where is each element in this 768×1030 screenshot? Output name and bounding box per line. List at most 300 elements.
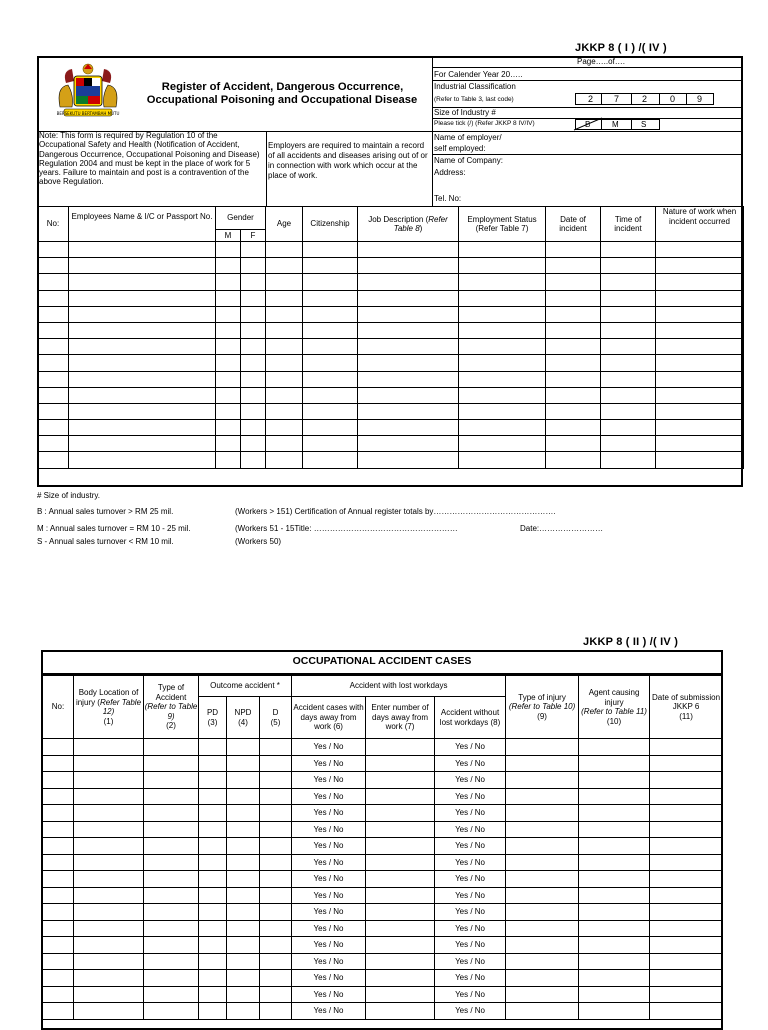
table-cell[interactable] — [266, 452, 303, 468]
yes-no-cell[interactable]: Yes / No — [292, 937, 366, 954]
table-cell[interactable] — [506, 854, 579, 871]
table-cell[interactable] — [506, 920, 579, 937]
table-cell[interactable] — [358, 355, 459, 371]
table-cell[interactable] — [43, 1003, 74, 1020]
table-cell[interactable] — [266, 403, 303, 419]
table-cell[interactable] — [69, 436, 216, 452]
table-cell[interactable] — [366, 772, 435, 789]
table-cell[interactable] — [227, 1003, 260, 1020]
yes-no-cell[interactable]: Yes / No — [435, 970, 506, 987]
table-cell[interactable] — [656, 452, 744, 468]
table-cell[interactable] — [459, 387, 546, 403]
table-cell[interactable] — [38, 258, 69, 274]
table-cell[interactable] — [227, 772, 260, 789]
table-cell[interactable] — [260, 805, 292, 822]
table-cell[interactable] — [303, 274, 358, 290]
table-cell[interactable] — [459, 355, 546, 371]
table-cell[interactable] — [506, 970, 579, 987]
table-cell[interactable] — [266, 290, 303, 306]
table-cell[interactable] — [506, 871, 579, 888]
table-cell[interactable] — [366, 937, 435, 954]
table-cell[interactable] — [199, 871, 227, 888]
table-cell[interactable] — [656, 436, 744, 452]
table-cell[interactable] — [241, 274, 266, 290]
yes-no-cell[interactable]: Yes / No — [435, 887, 506, 904]
table-cell[interactable] — [358, 387, 459, 403]
table-cell[interactable] — [358, 258, 459, 274]
table-cell[interactable] — [459, 306, 546, 322]
table-cell[interactable] — [366, 821, 435, 838]
table-cell[interactable] — [650, 854, 723, 871]
yes-no-cell[interactable]: Yes / No — [435, 1003, 506, 1020]
table-cell[interactable] — [216, 290, 241, 306]
yes-no-cell[interactable]: Yes / No — [435, 772, 506, 789]
table-cell[interactable] — [601, 403, 656, 419]
yes-no-cell[interactable]: Yes / No — [435, 871, 506, 888]
yes-no-cell[interactable]: Yes / No — [292, 871, 366, 888]
table-cell[interactable] — [43, 937, 74, 954]
yes-no-cell[interactable]: Yes / No — [292, 1003, 366, 1020]
table-cell[interactable] — [199, 1003, 227, 1020]
table-cell[interactable] — [144, 937, 199, 954]
table-cell[interactable] — [650, 755, 723, 772]
table-cell[interactable] — [601, 322, 656, 338]
table-cell[interactable] — [650, 739, 723, 756]
table-cell[interactable] — [199, 755, 227, 772]
table-cell[interactable] — [366, 805, 435, 822]
table-cell[interactable] — [656, 290, 744, 306]
table-cell[interactable] — [241, 242, 266, 258]
table-cell[interactable] — [43, 970, 74, 987]
table-cell[interactable] — [199, 772, 227, 789]
table-cell[interactable] — [358, 290, 459, 306]
table-cell[interactable] — [260, 755, 292, 772]
table-cell[interactable] — [650, 970, 723, 987]
table-cell[interactable] — [656, 242, 744, 258]
table-cell[interactable] — [74, 821, 144, 838]
table-cell[interactable] — [366, 920, 435, 937]
table-cell[interactable] — [266, 436, 303, 452]
table-cell[interactable] — [43, 772, 74, 789]
table-cell[interactable] — [303, 436, 358, 452]
table-cell[interactable] — [241, 322, 266, 338]
table-cell[interactable] — [366, 953, 435, 970]
table-cell[interactable] — [656, 274, 744, 290]
table-cell[interactable] — [74, 854, 144, 871]
table-cell[interactable] — [650, 805, 723, 822]
yes-no-cell[interactable]: Yes / No — [292, 788, 366, 805]
table-cell[interactable] — [459, 420, 546, 436]
table-cell[interactable] — [216, 420, 241, 436]
table-cell[interactable] — [579, 838, 650, 855]
table-cell[interactable] — [216, 436, 241, 452]
table-cell[interactable] — [656, 387, 744, 403]
yes-no-cell[interactable]: Yes / No — [435, 854, 506, 871]
table-cell[interactable] — [260, 953, 292, 970]
table-cell[interactable] — [601, 274, 656, 290]
table-cell[interactable] — [144, 1003, 199, 1020]
table-cell[interactable] — [43, 887, 74, 904]
table-cell[interactable] — [506, 887, 579, 904]
table-cell[interactable] — [546, 387, 601, 403]
table-cell[interactable] — [216, 355, 241, 371]
table-cell[interactable] — [199, 805, 227, 822]
table-cell[interactable] — [227, 755, 260, 772]
table-cell[interactable] — [216, 274, 241, 290]
table-cell[interactable] — [656, 420, 744, 436]
table-cell[interactable] — [144, 986, 199, 1003]
table-cell[interactable] — [43, 986, 74, 1003]
table-cell[interactable] — [38, 274, 69, 290]
table-cell[interactable] — [43, 871, 74, 888]
table-cell[interactable] — [74, 772, 144, 789]
table-cell[interactable] — [656, 258, 744, 274]
table-cell[interactable] — [601, 306, 656, 322]
table-cell[interactable] — [459, 371, 546, 387]
table-cell[interactable] — [506, 821, 579, 838]
table-cell[interactable] — [38, 339, 69, 355]
table-cell[interactable] — [74, 838, 144, 855]
table-cell[interactable] — [656, 403, 744, 419]
table-cell[interactable] — [459, 274, 546, 290]
table-cell[interactable] — [260, 739, 292, 756]
table-cell[interactable] — [43, 739, 74, 756]
table-cell[interactable] — [506, 805, 579, 822]
table-cell[interactable] — [303, 322, 358, 338]
table-cell[interactable] — [144, 821, 199, 838]
table-cell[interactable] — [74, 805, 144, 822]
table-cell[interactable] — [546, 355, 601, 371]
table-cell[interactable] — [74, 871, 144, 888]
table-cell[interactable] — [650, 1003, 723, 1020]
yes-no-cell[interactable]: Yes / No — [435, 739, 506, 756]
table-cell[interactable] — [144, 755, 199, 772]
table-cell[interactable] — [144, 805, 199, 822]
table-cell[interactable] — [199, 821, 227, 838]
table-cell[interactable] — [43, 920, 74, 937]
table-cell[interactable] — [227, 739, 260, 756]
table-cell[interactable] — [260, 937, 292, 954]
table-cell[interactable] — [358, 242, 459, 258]
table-cell[interactable] — [303, 452, 358, 468]
yes-no-cell[interactable]: Yes / No — [292, 887, 366, 904]
table-cell[interactable] — [579, 920, 650, 937]
table-cell[interactable] — [303, 339, 358, 355]
table-cell[interactable] — [69, 452, 216, 468]
table-cell[interactable] — [656, 306, 744, 322]
table-cell[interactable] — [260, 986, 292, 1003]
table-cell[interactable] — [43, 838, 74, 855]
table-cell[interactable] — [69, 242, 216, 258]
table-cell[interactable] — [38, 290, 69, 306]
yes-no-cell[interactable]: Yes / No — [292, 970, 366, 987]
yes-no-cell[interactable]: Yes / No — [435, 788, 506, 805]
table-cell[interactable] — [43, 788, 74, 805]
table-cell[interactable] — [579, 986, 650, 1003]
table-cell[interactable] — [650, 953, 723, 970]
yes-no-cell[interactable]: Yes / No — [435, 755, 506, 772]
table-cell[interactable] — [358, 322, 459, 338]
table-cell[interactable] — [266, 371, 303, 387]
table-cell[interactable] — [650, 937, 723, 954]
table-cell[interactable] — [303, 371, 358, 387]
table-cell[interactable] — [43, 821, 74, 838]
table-cell[interactable] — [358, 306, 459, 322]
table-cell[interactable] — [199, 937, 227, 954]
table-cell[interactable] — [260, 838, 292, 855]
table-cell[interactable] — [358, 436, 459, 452]
yes-no-cell[interactable]: Yes / No — [292, 805, 366, 822]
table-cell[interactable] — [366, 904, 435, 921]
table-cell[interactable] — [601, 387, 656, 403]
table-cell[interactable] — [227, 788, 260, 805]
table-cell[interactable] — [459, 436, 546, 452]
table-cell[interactable] — [601, 452, 656, 468]
table-cell[interactable] — [144, 970, 199, 987]
table-cell[interactable] — [366, 854, 435, 871]
table-cell[interactable] — [199, 970, 227, 987]
yes-no-cell[interactable]: Yes / No — [292, 904, 366, 921]
table-cell[interactable] — [260, 871, 292, 888]
table-cell[interactable] — [303, 387, 358, 403]
yes-no-cell[interactable]: Yes / No — [292, 953, 366, 970]
table-cell[interactable] — [546, 403, 601, 419]
table-cell[interactable] — [227, 854, 260, 871]
table-cell[interactable] — [650, 904, 723, 921]
table-cell[interactable] — [227, 838, 260, 855]
table-cell[interactable] — [459, 258, 546, 274]
table-cell[interactable] — [38, 403, 69, 419]
table-cell[interactable] — [69, 355, 216, 371]
table-cell[interactable] — [358, 420, 459, 436]
table-cell[interactable] — [74, 986, 144, 1003]
table-cell[interactable] — [144, 887, 199, 904]
table-cell[interactable] — [216, 242, 241, 258]
table-cell[interactable] — [358, 339, 459, 355]
table-cell[interactable] — [506, 937, 579, 954]
yes-no-cell[interactable]: Yes / No — [435, 838, 506, 855]
table-cell[interactable] — [199, 920, 227, 937]
table-cell[interactable] — [38, 420, 69, 436]
table-cell[interactable] — [199, 739, 227, 756]
table-cell[interactable] — [656, 322, 744, 338]
table-cell[interactable] — [650, 871, 723, 888]
table-cell[interactable] — [38, 387, 69, 403]
table-cell[interactable] — [74, 937, 144, 954]
table-cell[interactable] — [266, 355, 303, 371]
table-cell[interactable] — [38, 371, 69, 387]
table-cell[interactable] — [38, 306, 69, 322]
table-cell[interactable] — [260, 904, 292, 921]
table-cell[interactable] — [241, 436, 266, 452]
table-cell[interactable] — [69, 339, 216, 355]
table-cell[interactable] — [579, 953, 650, 970]
table-cell[interactable] — [260, 970, 292, 987]
table-cell[interactable] — [546, 339, 601, 355]
yes-no-cell[interactable]: Yes / No — [435, 953, 506, 970]
table-cell[interactable] — [241, 452, 266, 468]
table-cell[interactable] — [69, 306, 216, 322]
table-cell[interactable] — [656, 339, 744, 355]
table-cell[interactable] — [601, 339, 656, 355]
table-cell[interactable] — [303, 403, 358, 419]
table-cell[interactable] — [650, 986, 723, 1003]
yes-no-cell[interactable]: Yes / No — [292, 920, 366, 937]
table-cell[interactable] — [366, 871, 435, 888]
table-cell[interactable] — [650, 772, 723, 789]
table-cell[interactable] — [227, 986, 260, 1003]
table-cell[interactable] — [266, 387, 303, 403]
table-cell[interactable] — [38, 436, 69, 452]
table-cell[interactable] — [43, 904, 74, 921]
table-cell[interactable] — [199, 854, 227, 871]
table-cell[interactable] — [459, 339, 546, 355]
table-cell[interactable] — [506, 772, 579, 789]
table-cell[interactable] — [69, 403, 216, 419]
table-cell[interactable] — [199, 904, 227, 921]
table-cell[interactable] — [366, 970, 435, 987]
table-cell[interactable] — [366, 739, 435, 756]
table-cell[interactable] — [656, 371, 744, 387]
table-cell[interactable] — [74, 739, 144, 756]
table-cell[interactable] — [216, 306, 241, 322]
table-cell[interactable] — [579, 904, 650, 921]
table-cell[interactable] — [216, 452, 241, 468]
table-cell[interactable] — [650, 887, 723, 904]
table-cell[interactable] — [601, 436, 656, 452]
table-cell[interactable] — [601, 420, 656, 436]
table-cell[interactable] — [144, 788, 199, 805]
table-cell[interactable] — [144, 838, 199, 855]
table-cell[interactable] — [241, 306, 266, 322]
table-cell[interactable] — [546, 452, 601, 468]
table-cell[interactable] — [506, 953, 579, 970]
table-cell[interactable] — [266, 258, 303, 274]
table-cell[interactable] — [650, 838, 723, 855]
table-cell[interactable] — [227, 887, 260, 904]
table-cell[interactable] — [366, 838, 435, 855]
table-cell[interactable] — [506, 986, 579, 1003]
table-cell[interactable] — [579, 805, 650, 822]
table-cell[interactable] — [546, 290, 601, 306]
table-cell[interactable] — [216, 387, 241, 403]
yes-no-cell[interactable]: Yes / No — [435, 937, 506, 954]
table-cell[interactable] — [358, 371, 459, 387]
table-cell[interactable] — [227, 904, 260, 921]
table-cell[interactable] — [366, 755, 435, 772]
table-cell[interactable] — [650, 788, 723, 805]
table-cell[interactable] — [216, 339, 241, 355]
yes-no-cell[interactable]: Yes / No — [292, 986, 366, 1003]
table-cell[interactable] — [241, 371, 266, 387]
table-cell[interactable] — [506, 755, 579, 772]
table-cell[interactable] — [74, 788, 144, 805]
table-cell[interactable] — [546, 371, 601, 387]
table-cell[interactable] — [38, 242, 69, 258]
table-cell[interactable] — [601, 258, 656, 274]
yes-no-cell[interactable]: Yes / No — [435, 904, 506, 921]
table-cell[interactable] — [144, 772, 199, 789]
table-cell[interactable] — [43, 854, 74, 871]
table-cell[interactable] — [579, 772, 650, 789]
table-cell[interactable] — [43, 755, 74, 772]
yes-no-cell[interactable]: Yes / No — [292, 755, 366, 772]
table-cell[interactable] — [260, 920, 292, 937]
table-cell[interactable] — [506, 788, 579, 805]
table-cell[interactable] — [74, 755, 144, 772]
table-cell[interactable] — [579, 970, 650, 987]
table-cell[interactable] — [216, 371, 241, 387]
table-cell[interactable] — [303, 355, 358, 371]
table-cell[interactable] — [601, 242, 656, 258]
table-cell[interactable] — [546, 274, 601, 290]
table-cell[interactable] — [69, 387, 216, 403]
table-cell[interactable] — [366, 1003, 435, 1020]
table-cell[interactable] — [358, 274, 459, 290]
table-cell[interactable] — [459, 322, 546, 338]
table-cell[interactable] — [506, 904, 579, 921]
table-cell[interactable] — [199, 838, 227, 855]
table-cell[interactable] — [266, 322, 303, 338]
table-cell[interactable] — [459, 452, 546, 468]
yes-no-cell[interactable]: Yes / No — [292, 772, 366, 789]
table-cell[interactable] — [546, 420, 601, 436]
yes-no-cell[interactable]: Yes / No — [292, 739, 366, 756]
table-cell[interactable] — [579, 1003, 650, 1020]
table-cell[interactable] — [241, 258, 266, 274]
table-cell[interactable] — [216, 403, 241, 419]
table-cell[interactable] — [601, 371, 656, 387]
table-cell[interactable] — [266, 339, 303, 355]
table-cell[interactable] — [144, 854, 199, 871]
table-cell[interactable] — [579, 755, 650, 772]
yes-no-cell[interactable]: Yes / No — [435, 986, 506, 1003]
table-cell[interactable] — [74, 887, 144, 904]
table-cell[interactable] — [227, 970, 260, 987]
table-cell[interactable] — [38, 322, 69, 338]
table-cell[interactable] — [366, 887, 435, 904]
table-cell[interactable] — [260, 1003, 292, 1020]
table-cell[interactable] — [38, 452, 69, 468]
table-cell[interactable] — [366, 986, 435, 1003]
table-cell[interactable] — [43, 953, 74, 970]
table-cell[interactable] — [199, 953, 227, 970]
table-cell[interactable] — [241, 420, 266, 436]
table-cell[interactable] — [303, 420, 358, 436]
table-cell[interactable] — [266, 306, 303, 322]
table-cell[interactable] — [227, 821, 260, 838]
table-cell[interactable] — [227, 920, 260, 937]
table-cell[interactable] — [506, 838, 579, 855]
yes-no-cell[interactable]: Yes / No — [292, 838, 366, 855]
table-cell[interactable] — [506, 739, 579, 756]
table-cell[interactable] — [144, 920, 199, 937]
table-cell[interactable] — [74, 1003, 144, 1020]
table-cell[interactable] — [546, 242, 601, 258]
yes-no-cell[interactable]: Yes / No — [292, 821, 366, 838]
table-cell[interactable] — [546, 436, 601, 452]
table-cell[interactable] — [69, 290, 216, 306]
table-cell[interactable] — [227, 937, 260, 954]
table-cell[interactable] — [366, 788, 435, 805]
table-cell[interactable] — [546, 322, 601, 338]
table-cell[interactable] — [260, 887, 292, 904]
table-cell[interactable] — [227, 805, 260, 822]
yes-no-cell[interactable]: Yes / No — [435, 920, 506, 937]
table-cell[interactable] — [601, 355, 656, 371]
table-cell[interactable] — [579, 937, 650, 954]
table-cell[interactable] — [69, 420, 216, 436]
